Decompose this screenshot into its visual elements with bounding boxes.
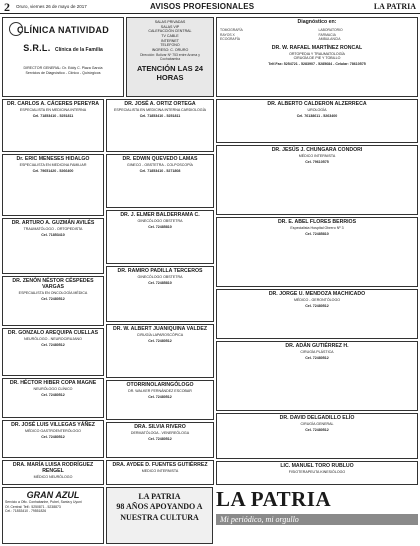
delgadillo-title: DR. DAVID DELGADILLO ELÍO: [279, 415, 355, 421]
caceres-title: DR. CARLOS A. CÁCERES PEREYRA: [6, 101, 100, 107]
flores-subtitle: Especialista Hospital Obrero Nº 3: [290, 225, 344, 230]
flores-ad: [216, 217, 418, 287]
delgadillo-phone: Cel. 72480512: [305, 427, 329, 432]
guzman-subtitle: TRAUMATÓLOGO - ORTOPEDISTA: [23, 226, 83, 231]
chungara-subtitle: MÉDICO INTERNISTA: [298, 153, 336, 158]
clinica-natividad-ad: [2, 17, 124, 97]
ortiz-subtitle: ESPECIALISTA EN MEDICINA INTERNA CARDIOLOGÍA: [114, 107, 206, 112]
rengel-title: DRA. MARÍA LUISA RODRÍGUEZ RENGEL: [12, 462, 94, 474]
caceres-subtitle: ESPECIALISTA EN MEDICINA INTERNA: [19, 107, 87, 112]
clinic-line-2: SALAS VIP: [160, 24, 180, 29]
clinic-subtitle: Clínica de la Familia: [54, 47, 103, 53]
rubluo-title: LIC. MANUEL TORO RUBLUO: [280, 463, 354, 469]
delgadillo-ad: [216, 413, 418, 459]
chungara-title: DR. JESÚS J. CHUNGARA CONDORI: [271, 147, 363, 153]
gutierrez-subtitle: MEDICO INTERNISTA: [141, 468, 179, 473]
calderon-ad: [216, 99, 418, 143]
gran-azul-line-1: Servicio a Ofic. Conhabanhe, Pubel, Santa y Uyuni: [5, 500, 82, 504]
escobar-subtitle: DR. WALKER FERNÁNDEZ ESCOBAR: [128, 388, 192, 393]
specialties-title: Diagnóstico en:: [297, 19, 337, 25]
rivero-ad: [106, 422, 214, 458]
villegas-title: DR. JOSÉ LUIS VILLEGAS YÁÑEZ: [11, 422, 95, 428]
ortiz-title: DR. JOSÉ A. ORTIZ ORTEGA: [124, 101, 196, 107]
martinez-sub2: CIRUGÍA DE PIE Y TOBILLO: [293, 56, 341, 61]
hidalgo-subtitle: ESPECIALISTA EN MEDICINA FAMILIAR: [19, 162, 87, 167]
arequipa-subtitle: NEURÓLOGO - NEUROCIRUJANO: [24, 336, 82, 341]
copa-subtitle: NEURÓLOGO CLÍNICO: [33, 386, 73, 391]
clinic-line-7: INGRESO: C. ORURO: [151, 48, 189, 53]
ramirez-phone: Cel. 72480512: [305, 355, 329, 360]
gutierrez-title: DRA. AYDEE D. FUENTES GUTIÉRREZ: [112, 462, 208, 468]
copa-title: DR. HÉCTOR HIBER COPA MAGNE: [9, 380, 97, 386]
villegas-ad: [2, 420, 104, 458]
flores-phone: Cel. 72485810: [305, 231, 329, 236]
rengel-subtitle: MÉDICO NEURÓLOGO: [33, 474, 73, 479]
rivero-phone: Cel. 72480512: [148, 436, 172, 441]
quevedo-subtitle: GINECO - OBSTETRA - COLPOSCOPÍA: [127, 162, 193, 167]
chungara-phone: Cel. 79610575: [305, 159, 329, 164]
machicado-ad: [216, 289, 418, 339]
gran-azul-line-3: Cel.: 71853410 - 79551826: [5, 509, 47, 514]
clinic-line-4: TV CABLE: [161, 34, 179, 39]
patria-logo: LA PATRIA: [216, 487, 332, 511]
clinic-director: DIRECTOR GENERAL: Dr. Eddy C. Plaza García: [23, 66, 103, 70]
vargas-title: DR. ZENÓN NÉSTOR CÉSPEDES VARGAS: [12, 278, 94, 290]
valdez-subtitle: CIRUGÍA LAPAROSCÓPICA: [136, 332, 184, 337]
atencion-24h: ATENCIÓN LAS 24 HORAS: [136, 63, 204, 82]
rengel-ad: [2, 460, 104, 485]
escobar-phone: Cel. 72480512: [148, 394, 172, 399]
villegas-phone: Cel. 72480512: [41, 434, 65, 439]
page-date: Oruro, viernes 26 de mayo de 2017: [16, 4, 87, 9]
terceros-phone: Cel. 72485810: [148, 280, 172, 285]
calderon-subtitle: UROLOGÍA: [307, 107, 327, 112]
copa-phone: Cel. 72480512: [41, 392, 65, 397]
valdez-title: DR. W. ALBERT JUANIQUINA VALDEZ: [112, 326, 208, 332]
escobar-title: OTORRINOLARINGÓLOGO: [126, 382, 194, 388]
ramirez-title: DR. ADÁN GUTIÉRREZ H.: [285, 343, 349, 349]
clinic-title: CLÍNICA NATIVIDAD S.R.L.: [16, 25, 110, 53]
delgadillo-subtitle: CIRUGÍA GENERAL: [300, 421, 334, 426]
hidalgo-phone: Cel. 79651420 - 5266400: [32, 168, 74, 173]
patria-slogan: Mi periódico, mi orgullo: [216, 514, 418, 525]
clinic-line-1: SALAS PRIVADAS: [154, 20, 186, 24]
page-header: [0, 0, 420, 14]
arequipa-ad: [2, 328, 104, 376]
ortiz-ad: [106, 99, 214, 152]
escobar-ad: [106, 380, 214, 420]
gutierrez-ad: [106, 460, 214, 485]
ramirez-ad: [216, 341, 418, 411]
gran-azul-name: GRAN AZUL: [26, 490, 80, 500]
caceres-phone: Cel. 71853410 - 5251811: [32, 113, 74, 118]
hidalgo-ad: [2, 154, 104, 216]
quevedo-phone: Cel. 71853410 - 5271808: [139, 168, 181, 173]
clinic-line-3: CALEFACCIÓN CENTRAL: [148, 29, 192, 34]
balderrama-ad: [106, 210, 214, 264]
quevedo-title: DR. EDWIN QUEVEDO LAMAS: [122, 156, 198, 162]
balderrama-subtitle: GINECÓLOGO OBSTETRA: [137, 218, 183, 223]
guzman-phone: Cel. 71853410: [41, 232, 65, 237]
clinic-line-5: INTERNET: [161, 38, 179, 43]
vargas-phone: Cel. 72480512: [41, 296, 65, 301]
patria-anniversary-ad: [106, 487, 213, 544]
terceros-subtitle: GINECÓLOGO OBSTETRA: [137, 274, 183, 279]
martinez-phone: Telf.Fax: 5254721 - 5283907 - 5285684 - Celular: 78610575: [268, 62, 366, 67]
rivero-subtitle: DERMATÓLOGA - VENEREÓLOGA: [130, 430, 190, 435]
anniversary-line-1: LA PATRIA: [138, 492, 181, 501]
martinez-title: DR. W. RAFAEL MARTÍNEZ RONCAL: [271, 44, 363, 51]
martinez-subtitle: ORTOPEDIA Y TRAUMATOLOGÍA: [289, 51, 345, 56]
balderrama-phone: Cel. 72485810: [148, 224, 172, 229]
chungara-ad: [216, 145, 418, 215]
valdez-ad: [106, 324, 214, 378]
hidalgo-title: Dr. ERIC MENESES HIDALGO: [16, 156, 90, 162]
villegas-subtitle: MÉDICO GASTROENTERÓLOGO: [25, 428, 81, 433]
specialty-2: RAYOS X: [220, 32, 235, 37]
specialty-3: ECOGRAFÍA: [220, 37, 240, 42]
rivero-title: DRA. SILVIA RIVERO: [134, 424, 186, 430]
valdez-phone: Cel. 72480512: [148, 338, 172, 343]
anniversary-line-3: NUESTRA CULTURA: [120, 512, 199, 522]
page-number: 2: [4, 0, 10, 14]
clinic-services: Servicios de Diagnóstico - Clínico - Quirúrgicos: [25, 70, 101, 75]
calderon-phone: Cel. 76138611 - 5263400: [296, 113, 338, 118]
rubluo-ad: [216, 461, 418, 485]
gran-azul-line-2: Of. Central: Telf.: 5250871 - 5238873: [5, 504, 61, 509]
caceres-ad: [2, 99, 104, 152]
terceros-title: DR. RAMIRO PADILLA TERCEROS: [117, 268, 203, 274]
terceros-ad: [106, 266, 214, 322]
patria-brand-ad: [216, 487, 418, 544]
machicado-title: DR. JORGE U. MENDOZA MACHICADO: [268, 291, 366, 297]
arequipa-title: DR. GONZALO AREQUIPA CUELLAS: [7, 330, 99, 336]
gran-azul-ad: [2, 487, 104, 544]
clinic-logo-icon: [9, 22, 23, 36]
copa-ad: [2, 378, 104, 418]
specialty-1: TOMOGRAFÍA: [220, 27, 243, 32]
specialties-ad: [216, 17, 418, 97]
clinic-center-ad: [126, 17, 214, 97]
vargas-subtitle: ESPECIALISTA EN ONCOLOGÍA MÉDICA: [18, 290, 88, 295]
arequipa-phone: Cel. 72480512: [41, 342, 65, 347]
vargas-ad: [2, 276, 104, 326]
rubluo-subtitle: FISIOTERAPEUTA KINESIÓLOGO: [288, 469, 346, 474]
balderrama-title: DR. J. ELMER BALDERRAMA C.: [120, 212, 200, 218]
anniversary-line-2: 98 AÑOS APOYANDO A: [116, 502, 203, 512]
section-title: AVISOS PROFESIONALES: [150, 2, 255, 11]
clinic-line-6: TELEFONO: [160, 43, 180, 48]
calderon-title: DR. ALBERTO CALDERON ALZERRECA: [267, 101, 367, 107]
guzman-title: DR. ARTURO A. GUZMÁN AVILÉS: [11, 220, 95, 226]
quevedo-ad: [106, 154, 214, 208]
machicado-phone: Cel. 72480512: [305, 303, 329, 308]
specialty-4: LABORATORIO: [318, 27, 343, 32]
header-brand: LA PATRIA: [373, 2, 416, 11]
specialty-6: AMBULANCIA: [318, 37, 341, 42]
ortiz-phone: Cel. 71853410 - 5251811: [139, 113, 181, 118]
guzman-ad: [2, 218, 104, 274]
flores-title: DR. E. ABEL FLORES BERRIOS: [277, 219, 357, 225]
specialty-5: FARMACIA: [318, 32, 336, 37]
ramirez-subtitle: CIRUGÍA PLÁSTICA: [300, 349, 334, 354]
clinic-direction: Dirección: Bolívar Nº 753 entre Aroma y Cochabamba: [140, 52, 200, 62]
machicado-subtitle: MÉDICO - GERONTÓLOGO: [293, 297, 341, 302]
